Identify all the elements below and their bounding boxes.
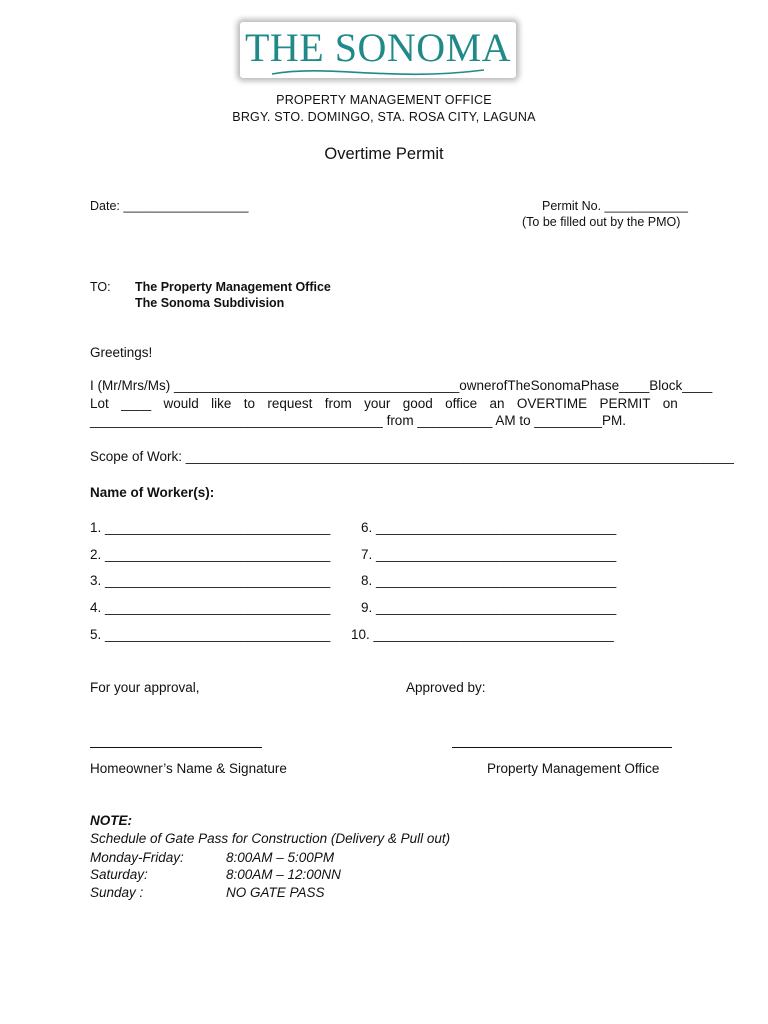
worker-field[interactable]: 6. ________________________________ bbox=[361, 520, 617, 535]
office-name: PROPERTY MANAGEMENT OFFICE bbox=[276, 93, 492, 107]
approved-by-label: Approved by: bbox=[406, 680, 486, 695]
request-word: like bbox=[211, 396, 232, 411]
request-line-1[interactable] bbox=[90, 378, 713, 393]
for-approval-label: For your approval, bbox=[90, 680, 200, 695]
request-line-2[interactable] bbox=[90, 396, 678, 411]
request-word: I (Mr/Mrs/Ms) ______________________________________ bbox=[90, 378, 460, 393]
worker-field[interactable]: 4. ______________________________ bbox=[90, 600, 331, 615]
request-word: to bbox=[243, 396, 256, 411]
logo-swoosh-icon bbox=[270, 66, 486, 80]
schedule-time: NO GATE PASS bbox=[226, 885, 325, 900]
request-word: office bbox=[445, 396, 478, 411]
to-label: TO: bbox=[90, 280, 111, 294]
worker-field[interactable]: 10. ________________________________ bbox=[351, 627, 614, 642]
permit-note: (To be filled out by the PMO) bbox=[522, 215, 681, 229]
recipient-line-2: The Sonoma Subdivision bbox=[135, 296, 285, 310]
schedule-time: 8:00AM – 12:00NN bbox=[226, 867, 341, 882]
worker-field[interactable]: 9. ________________________________ bbox=[361, 600, 617, 615]
request-word: ____ bbox=[121, 396, 152, 411]
request-word: ____ bbox=[619, 378, 650, 393]
homeowner-signature-label: Homeowner’s Name & Signature bbox=[90, 761, 287, 776]
worker-field[interactable]: 2. ______________________________ bbox=[90, 547, 331, 562]
request-word: on bbox=[662, 396, 678, 411]
logo bbox=[240, 22, 516, 78]
request-word: ____ bbox=[682, 378, 713, 393]
worker-field[interactable]: 5. ______________________________ bbox=[90, 627, 331, 642]
request-word: an bbox=[489, 396, 505, 411]
note-subtitle: Schedule of Gate Pass for Construction (Delivery & Pull out) bbox=[90, 831, 451, 846]
worker-field[interactable]: 3. ______________________________ bbox=[90, 573, 331, 588]
request-word: your bbox=[364, 396, 391, 411]
date-field[interactable]: Date: __________________ bbox=[90, 199, 249, 213]
request-word: Sonoma bbox=[530, 378, 581, 393]
request-word: Lot bbox=[90, 396, 109, 411]
worker-field[interactable]: 7. ________________________________ bbox=[361, 547, 617, 562]
logo-text: THE SONOMA bbox=[244, 25, 512, 70]
request-word: Block bbox=[649, 378, 683, 393]
pmo-signature-line[interactable] bbox=[452, 747, 672, 748]
request-word: owner bbox=[459, 378, 497, 393]
request-word: request bbox=[267, 396, 313, 411]
request-word: from bbox=[324, 396, 352, 411]
request-line-3[interactable]: _______________________________________ from __________ AM to _________PM. bbox=[90, 413, 626, 428]
permit-number-field[interactable]: Permit No. ____________ bbox=[542, 199, 688, 213]
request-word: OVERTIME bbox=[516, 396, 588, 411]
request-word: Phase bbox=[580, 378, 620, 393]
pmo-signature-label: Property Management Office bbox=[487, 761, 660, 776]
workers-heading: Name of Worker(s): bbox=[90, 485, 215, 500]
request-word: of bbox=[496, 378, 508, 393]
worker-field[interactable]: 8. ________________________________ bbox=[361, 573, 617, 588]
request-word: The bbox=[507, 378, 531, 393]
office-address: BRGY. STO. DOMINGO, STA. ROSA CITY, LAGUNA bbox=[232, 110, 536, 124]
request-word: would bbox=[163, 396, 199, 411]
note-heading: NOTE: bbox=[90, 813, 132, 828]
request-word: PERMIT bbox=[599, 396, 651, 411]
form-title: Overtime Permit bbox=[324, 145, 444, 163]
schedule-day: Saturday: bbox=[90, 867, 148, 882]
request-word: good bbox=[402, 396, 433, 411]
schedule-time: 8:00AM – 5:00PM bbox=[226, 850, 335, 865]
recipient-line-1: The Property Management Office bbox=[135, 280, 331, 294]
greeting: Greetings! bbox=[90, 345, 153, 360]
schedule-day: Monday-Friday: bbox=[90, 850, 184, 865]
homeowner-signature-line[interactable] bbox=[90, 747, 262, 748]
worker-field[interactable]: 1. ______________________________ bbox=[90, 520, 331, 535]
schedule-day: Sunday : bbox=[90, 885, 144, 900]
scope-of-work-field[interactable]: Scope of Work: _________________________________________________________________________ bbox=[90, 449, 734, 464]
